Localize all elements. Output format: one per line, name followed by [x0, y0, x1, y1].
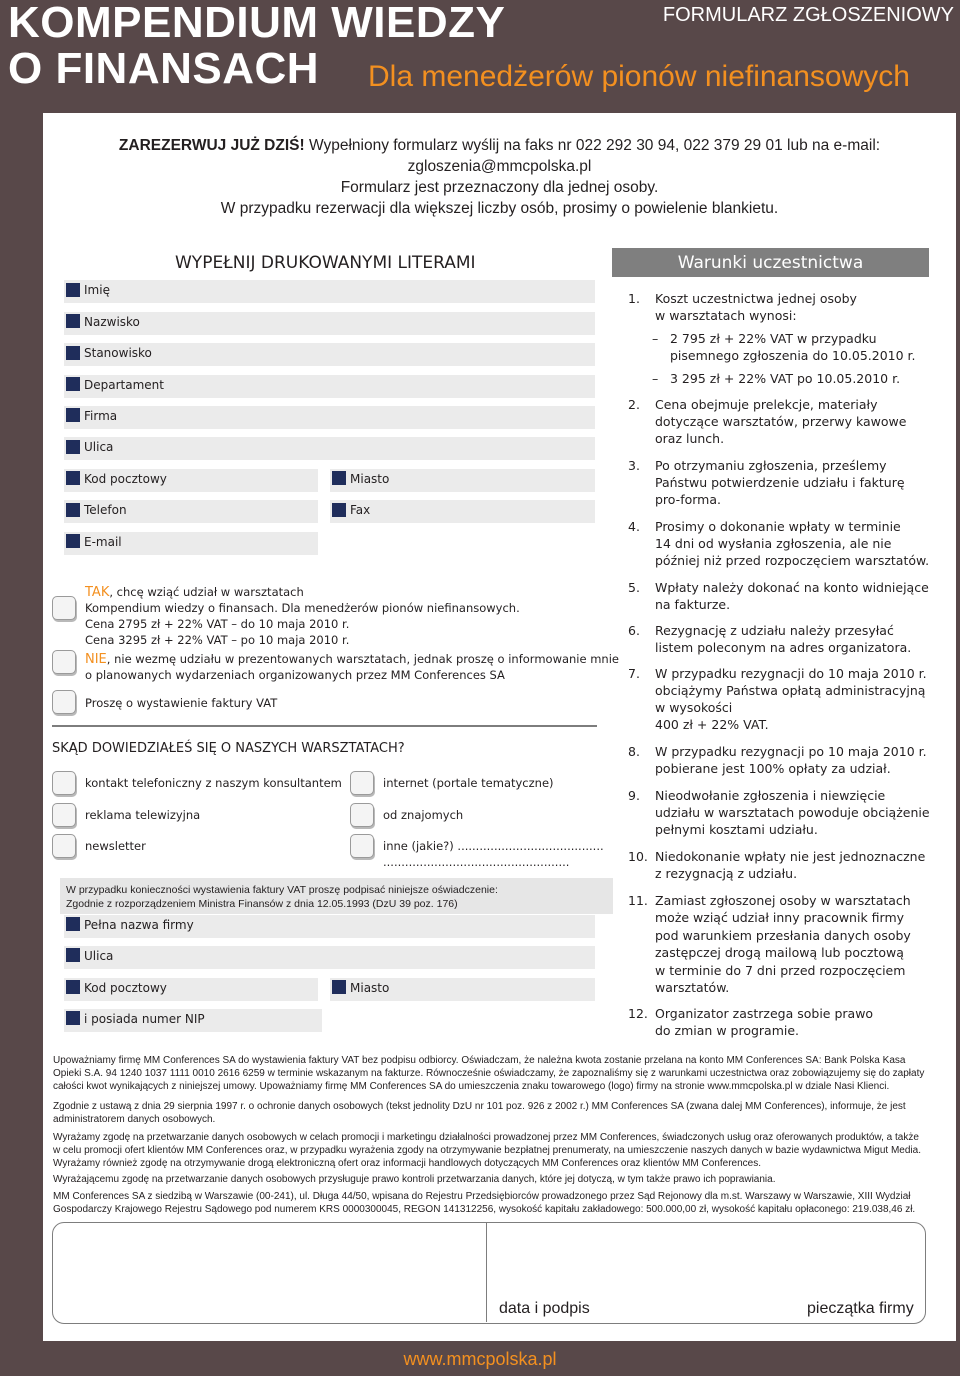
source-heading: SKĄD DOWIEDZIAŁEŚ SIĘ O NASZYCH WARSZTATACH? [52, 741, 405, 756]
vat-label-nip: i posiada numer NIP [84, 1012, 205, 1026]
condition-11-e: w terminie do 7 dni przed rozpoczęciem [655, 963, 906, 978]
field-marker [66, 346, 80, 360]
condition-8-a: W przypadku rezygnacji po 10 maja 2010 r. [655, 744, 927, 759]
signature-date-label: data i podpis [499, 1300, 590, 1317]
condition-4-c: później niż przed rozpoczęciem warsztatów. [655, 553, 930, 568]
condition-11-b: może wziąć udział inny pracownik firmy [655, 910, 905, 925]
tak-checkbox[interactable] [52, 596, 76, 620]
tak-line-4: Cena 3295 zł + 22% VAT – po 10 maja 2010 r. [85, 633, 350, 647]
multiple-persons-note: W przypadku rezerwacji dla większej liczby osób, prosimy o powielenie blankietu. [220, 200, 779, 217]
condition-1-b: w warsztatach wynosi: [655, 308, 797, 323]
source-newsletter-checkbox[interactable] [52, 834, 76, 858]
condition-6-b: listem poleconym na adres organizatora. [655, 640, 912, 655]
field-marker [66, 948, 80, 962]
tak-word: TAK [85, 585, 110, 600]
source-znajomi-checkbox[interactable] [350, 803, 374, 827]
label-telefon: Telefon [84, 503, 127, 517]
condition-11-d: zastępczej drogą mailową lub pocztową [655, 945, 904, 960]
condition-4-a: Prosimy o dokonanie wpłaty w terminie [655, 519, 901, 534]
field-marker [332, 980, 346, 994]
vat-label-miasto: Miasto [350, 981, 390, 995]
condition-2-c: oraz lunch. [655, 431, 725, 446]
legal-paragraph-2: Zgodnie z ustawą z dnia 29 sierpnia 1997 r. o ochronie danych osobowych (tekst jednolity DzU nr 101 poz. 926 z 2002 r.) MM Conferences SA (zwana dalej MM Conferences), informuje, że jest administratorem danych osobowych. [53, 1101, 906, 1125]
form-type-label: FORMULARZ ZGŁOSZENIOWY [662, 4, 954, 26]
label-firma: Firma [84, 409, 118, 423]
field-marker [66, 408, 80, 422]
signature-divider [486, 1223, 487, 1322]
conditions-heading: Warunki uczestnictwa [612, 248, 929, 277]
condition-11-c: pod warunkiem przesłania danych osoby [655, 928, 911, 943]
field-marker [66, 503, 80, 517]
label-miasto: Miasto [350, 472, 390, 486]
field-marker [66, 377, 80, 391]
condition-12-a: Organizator zastrzega sobie prawo [655, 1006, 874, 1021]
form-heading: WYPEŁNIJ DRUKOWANYMI LITERAMI [175, 253, 476, 273]
signature-box[interactable] [52, 1222, 926, 1324]
field-marker [66, 471, 80, 485]
condition-10-a: Niedokonanie wpłaty nie jest jednoznaczne [655, 849, 926, 864]
faktura-checkbox[interactable] [52, 690, 76, 714]
tak-line-3: Cena 2795 zł + 22% VAT – do 10 maja 2010 r. [85, 617, 350, 631]
nie-rest: , nie wezmę udziału w prezentowanych warsztatach, jednak proszę o informowanie mnie [106, 652, 619, 666]
legal-paragraph-4: Wyrażającemu zgodę na przetwarzanie danych osobowych przysługuje prawo kontroli przetwarzania danych, które jej dotyczą, w tym także prawo ich poprawiania. [53, 1174, 776, 1185]
signature-stamp-label: pieczątka firmy [807, 1300, 914, 1317]
subtitle: Dla menedżerów pionów niefinansowych [368, 60, 910, 93]
title-line-1: KOMPENDIUM WIEDZY [8, 0, 506, 47]
vat-label-kod: Kod pocztowy [84, 981, 167, 995]
condition-4-b: 14 dni od wysłania zgłoszenia, ale nie [655, 536, 892, 551]
legal-paragraph-3: Wyrażamy zgodę na przetwarzanie danych osobowych w celach promocji i marketingu działalności prowadzonej przez MM Conferences, świadczonych usług oraz oferowanych produktów, a także w celu promocji ofert klientów MM Conferences oraz, w przypadku wyrażenia zgody na otrzymywanie bezpłatnej prenumeraty, na umieszczenie naszych danych w bazie wydawnictwa Migut Media. Wyrażamy również zgodę na otrzymywanie drogą elektroniczną ofert oraz informacji handlowych dotyczących MM Conferences oraz klientów MM Conferences. [53, 1132, 921, 1169]
source-inne-label: inne (jakie?) ........................................ [383, 839, 604, 853]
source-telefon-label: kontakt telefoniczny z naszym konsultantem [85, 776, 342, 790]
title-line-2: O FINANSACH [8, 44, 320, 93]
tak-rest: , chcę wziąć udział w warsztatach [109, 585, 304, 599]
source-telefon-checkbox[interactable] [52, 771, 76, 795]
source-tv-label: reklama telewizyjna [85, 808, 201, 822]
source-tv-checkbox[interactable] [52, 803, 76, 827]
label-kod-pocztowy: Kod pocztowy [84, 472, 167, 486]
field-marker [66, 314, 80, 328]
condition-8-b: pobierane jest 100% opłaty za udział. [655, 761, 891, 776]
field-marker [66, 440, 80, 454]
tak-line-2: Kompendium wiedzy o finansach. Dla menedżerów pionów niefinansowych. [85, 601, 520, 615]
condition-7-a: W przypadku rezygnacji do 10 maja 2010 r. [655, 666, 927, 681]
one-person-note: Formularz jest przeznaczony dla jednej osoby. [340, 179, 659, 196]
nie-line-1 [85, 652, 619, 667]
label-ulica: Ulica [84, 440, 114, 454]
label-nazwisko: Nazwisko [84, 315, 140, 329]
reserve-line [43, 136, 956, 156]
field-marker [66, 1011, 80, 1025]
condition-5-a: Wpłaty należy dokonać na konto widniejące [655, 580, 929, 595]
vat-line-1: W przypadku konieczności wystawienia faktury VAT proszę podpisać niniejsze oświadczenie: [66, 884, 498, 896]
condition-1-a: Koszt uczestnictwa jednej osoby [655, 291, 857, 306]
legal-paragraph-5: MM Conferences SA z siedzibą w Warszawie (00-241), ul. Długa 44/50, wpisana do Rejestru Przedsiębiorców prowadzonego przez Sąd Rejonowy dla m.st. Warszawy w Warszawie, XIII Wydział Gospodarczy Krajowego Rejestru Sądowego pod numerem KRS 0000300045, REGON 141312256, wysokość kapitału zakładowego: 500.000,00 zł, wysokość kapitału opłaconego: 219.038,46 zł. [53, 1191, 916, 1215]
condition-11-f: warsztatów. [655, 980, 730, 995]
condition-2-a: Cena obejmuje prelekcje, materiały [655, 397, 878, 412]
source-znajomi-label: od znajomych [383, 808, 464, 822]
nie-checkbox[interactable] [52, 650, 76, 674]
field-marker [66, 917, 80, 931]
field-marker [66, 283, 80, 297]
label-departament: Departament [84, 378, 164, 392]
condition-10-b: z rezygnacją z udziału. [655, 866, 798, 881]
field-marker [332, 471, 346, 485]
source-inne-checkbox[interactable] [350, 834, 374, 858]
label-fax: Fax [350, 503, 371, 517]
divider [52, 725, 597, 727]
nie-word: NIE [85, 652, 107, 667]
condition-1-dash-1-b: pisemnego zgłoszenia do 10.05.2010 r. [670, 348, 916, 363]
tak-line-1 [85, 585, 304, 600]
label-stanowisko: Stanowisko [84, 346, 152, 360]
footer-url[interactable]: www.mmcpolska.pl [403, 1349, 557, 1369]
condition-3-a: Po otrzymaniu zgłoszenia, prześlemy [655, 458, 887, 473]
label-imie: Imię [84, 283, 110, 297]
nie-line-2: o planowanych wydarzeniach organizowanych przez MM Conferences SA [85, 668, 505, 682]
source-internet-checkbox[interactable] [350, 771, 374, 795]
condition-1-dash-1-a: 2 795 zł + 22% VAT w przypadku [670, 331, 877, 346]
source-internet-label: internet (portale tematyczne) [383, 776, 554, 790]
source-newsletter-label: newsletter [85, 839, 146, 853]
vat-label-ulica: Ulica [84, 949, 114, 963]
condition-7-b: obciążymy Państwa opłatą administracyjną [655, 683, 926, 698]
condition-6-a: Rezygnację z udziału należy przesyłać [655, 623, 894, 638]
condition-1-dash-2: – [652, 371, 659, 386]
condition-1-dash-2-text: 3 295 zł + 22% VAT po 10.05.2010 r. [670, 371, 901, 386]
legal-paragraph-1: Upoważniamy firmę MM Conferences SA do wystawienia faktury VAT bez podpisu odbiorcy. Oświadczam, że należna kwota zostanie przelana na konto MM Conferences SA: Bank Polska Kasa Opieki S.A. 94 1240 1037 1111 0010 2616 6259 w terminie wskazanym na fakturze. Równocześnie oświadczamy, że zapoznaliśmy się z warunkami uczestnictwa oraz zobowiązujemy się do zapłaty całości kwot wynikających z niniejszej umowy. Upoważniamy firmę MM Conferences SA do umieszczenia znaku towarowego (logo) firmy na stronie www.mmcpolska.pl w dziale Nasi Klienci. [53, 1055, 925, 1092]
condition-9-b: udziału w warsztatach powoduje obciążenie [655, 805, 930, 820]
condition-12-b: do zmian w programie. [655, 1023, 800, 1038]
vat-label-firma: Pełna nazwa firmy [84, 918, 194, 932]
condition-2-b: dotyczące warsztatów, przerwy kawowe [655, 414, 907, 429]
field-marker [66, 534, 80, 548]
condition-5-b: na fakturze. [655, 597, 731, 612]
reserve-bold: ZAREZERWUJ JUŻ DZIŚ! [118, 137, 305, 154]
reserve-rest: Wypełniony formularz wyślij na faks nr 022 292 30 94, 022 379 29 01 lub na e-mail: [304, 137, 881, 154]
condition-9-c: pełnymi kosztami udziału. [655, 822, 818, 837]
field-marker [66, 980, 80, 994]
source-inne-line-2: ................................................... [383, 855, 570, 869]
condition-11-a: Zamiast zgłoszonej osoby w warsztatach [655, 893, 911, 908]
condition-3-b: Państwu potwierdzenie udziału i fakturę [655, 475, 905, 490]
vat-line-2: Zgodnie z rozporządzeniem Ministra Finansów z dnia 12.05.1993 (DzU 39 poz. 176) [66, 898, 458, 910]
contact-email[interactable]: zgloszenia@mmcpolska.pl [407, 158, 592, 175]
faktura-label: Proszę o wystawienie faktury VAT [85, 696, 278, 710]
condition-7-c: w wysokości [655, 700, 733, 715]
label-email: E-mail [84, 535, 122, 549]
condition-9-a: Nieodwołanie zgłoszenia i niewzięcie [655, 788, 886, 803]
condition-1-dash-1: – [652, 331, 659, 346]
condition-3-c: pro-forma. [655, 492, 721, 507]
condition-7-d: 400 zł + 22% VAT. [655, 717, 769, 732]
field-marker [332, 503, 346, 517]
